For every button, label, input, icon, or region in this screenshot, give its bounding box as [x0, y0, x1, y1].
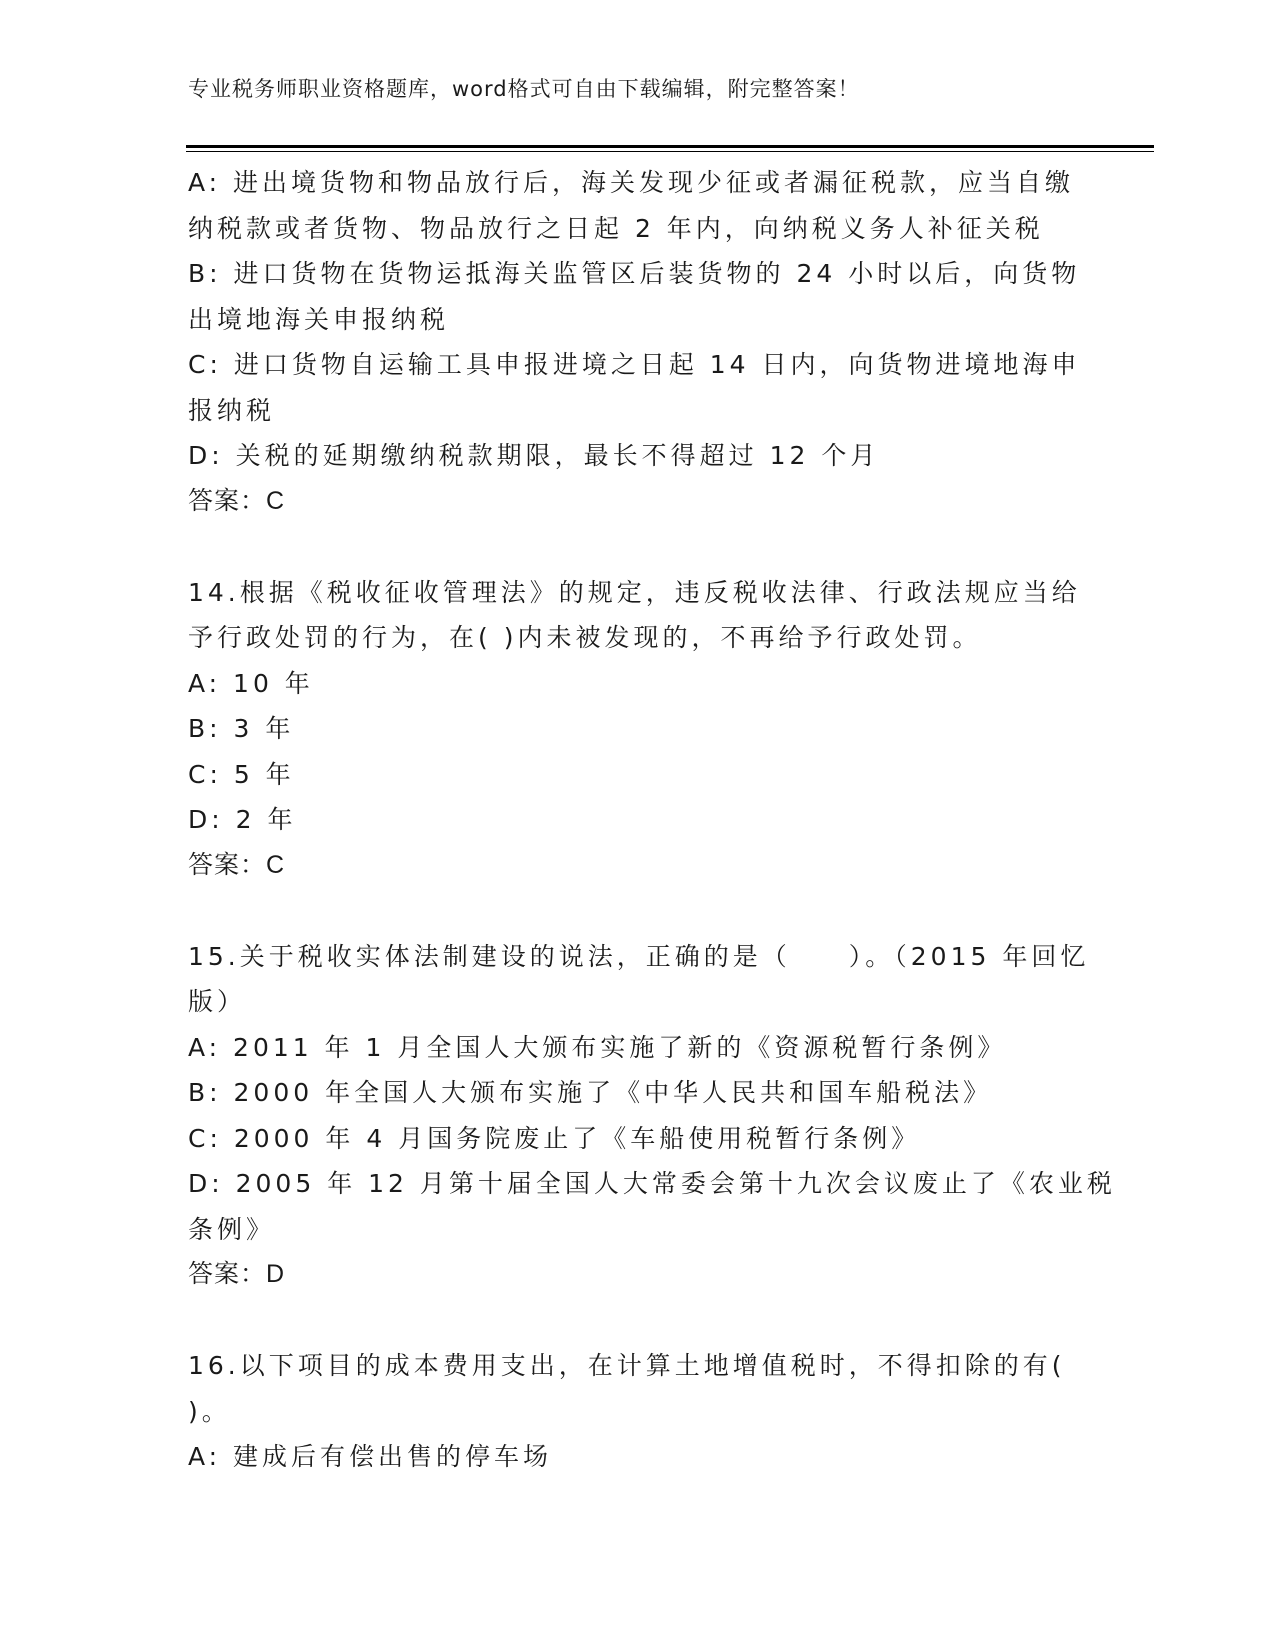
option-line: 纳税款或者货物、物品放行之日起 2 年内，向纳税义务人补征关税: [188, 213, 1044, 243]
option-d: D: 2 年: [188, 805, 297, 834]
option-line: 出境地海关申报纳税: [188, 304, 450, 334]
question-stem: 予行政处罚的行为，在( )内未被发现的，不再给予行政处罚。: [188, 623, 982, 652]
option-b: [188, 251, 1088, 342]
option-d: [188, 1161, 1116, 1252]
document-body: [188, 160, 1116, 1480]
page-header: 专业税务师职业资格题库，word格式可自由下载编辑，附完整答案！: [188, 77, 860, 101]
answer: 答案：C: [188, 486, 286, 515]
header-divider-thick: [186, 145, 1154, 148]
answer: 答案：C: [188, 850, 286, 879]
option-line: A: 进出境货物和物品放行后，海关发现少征或者漏征税款，应当自缴: [188, 168, 1075, 197]
option-c: C: 2000 年 4 月国务院废止了《车船使用税暂行条例》: [188, 1123, 921, 1153]
spacer: [188, 888, 1088, 934]
option-line: 条例》: [188, 1214, 276, 1244]
option-line: B: 进口货物在货物运抵海关监管区后装货物的 24 小时以后，向货物: [188, 259, 1081, 288]
option-b: B: 2000 年全国人大颁布实施了《中华人民共和国车船税法》: [188, 1078, 993, 1107]
option-c: C: 5 年: [188, 759, 295, 789]
option-b: B: 3 年: [188, 714, 295, 743]
question-stem: 14.根据《税收征收管理法》的规定，违反税收法律、行政法规应当给: [188, 577, 1081, 607]
option-line: 报纳税: [188, 395, 276, 425]
option-line: C: 进口货物自运输工具申报进境之日起 14 日内，向货物进境地海申: [188, 350, 1081, 379]
question-stem: )。: [188, 1396, 231, 1426]
question-stem: 15.关于税收实体法制建设的说法，正确的是（ ）。（2015 年回忆: [188, 941, 1090, 971]
question-16: [188, 1343, 1088, 1480]
option-a: A: 2011 年 1 月全国人大颁布实施了新的《资源税暂行条例》: [188, 1032, 1007, 1062]
option-a: A: 10 年: [188, 668, 314, 698]
option-line: D: 2005 年 12 月第十届全国人大常委会第十九次会议废止了《农业税: [188, 1169, 1116, 1198]
question-13: [188, 160, 1088, 524]
option-a: A: 建成后有偿出售的停车场: [188, 1442, 553, 1471]
option-line: D: 关税的延期缴纳税款期限，最长不得超过 12 个月: [188, 441, 880, 470]
spacer: [188, 1298, 1088, 1344]
header-divider-thin: [186, 151, 1154, 152]
answer: 答案：D: [188, 1260, 286, 1288]
question-stem: 版）: [188, 987, 247, 1016]
question-stem: 16.以下项目的成本费用支出，在计算土地增值税时，不得扣除的有(: [188, 1351, 1066, 1380]
spacer: [188, 524, 1088, 570]
question-14: [188, 570, 1088, 889]
option-d: [188, 433, 1088, 479]
option-c: [188, 342, 1088, 433]
question-15: [188, 934, 1116, 1298]
option-a: [188, 160, 1088, 251]
